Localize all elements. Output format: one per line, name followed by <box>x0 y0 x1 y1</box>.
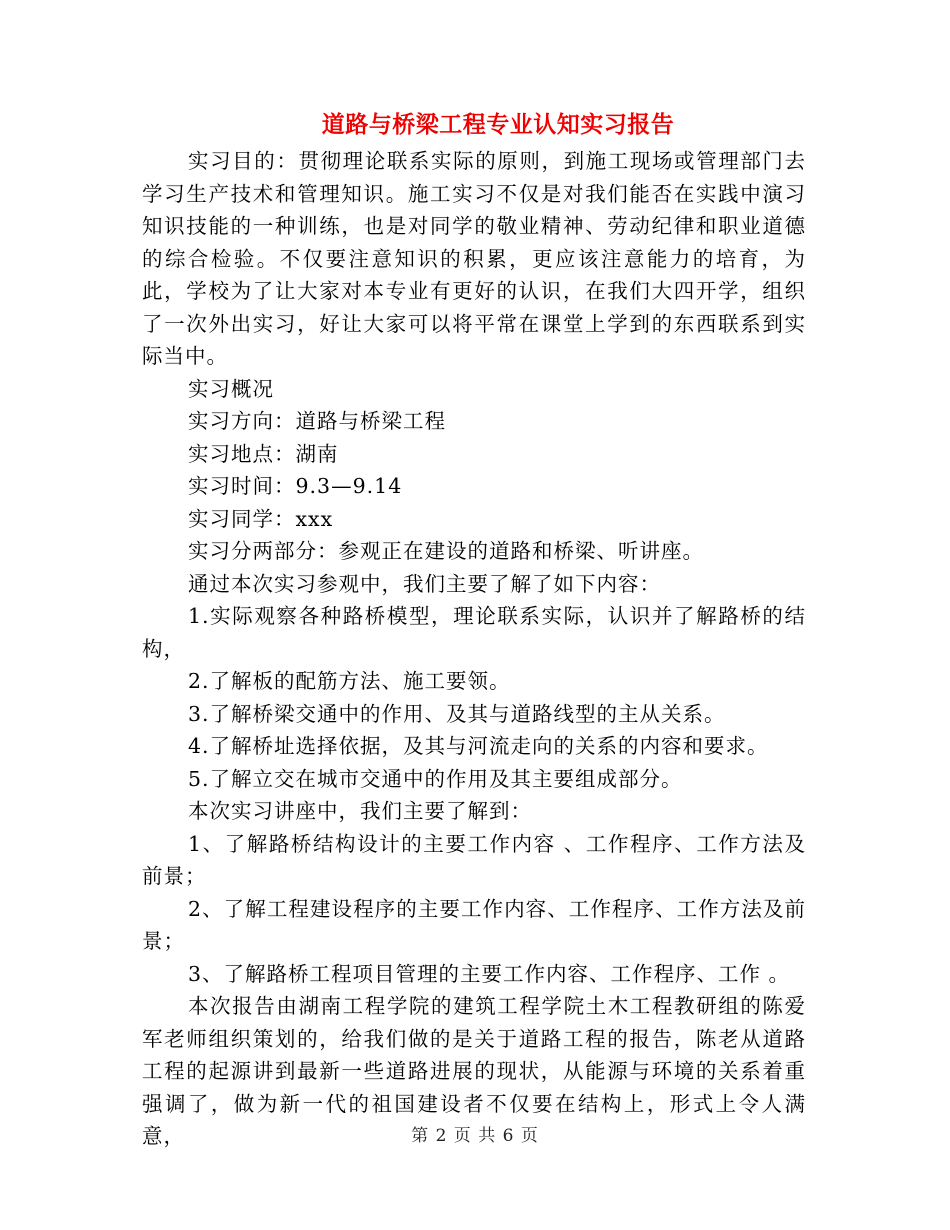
list-item-visit-1: 1.实际观察各种路桥模型，理论联系实际，认识并了解路桥的结构， <box>142 604 806 661</box>
list-item-visit-5: 5.了解立交在城市交通中的作用及其主要组成部分。 <box>188 766 683 791</box>
page-footer: 第 2 页 共 6 页 <box>411 1126 539 1146</box>
list-item-visit-4: 4.了解桥址选择依据，及其与河流走向的关系的内容和要求。 <box>188 734 769 758</box>
paragraph-visit-intro: 通过本次实习参观中，我们主要了解了如下内容： <box>188 571 661 596</box>
paragraph-report: 本次报告由湖南工程学院的建筑工程学院土木工程教研组的陈爱军老师组织策划的，给我们做的是关于道路工程的报告，陈老从道路工程的起源讲到最新一些道路进展的现状，从能源与环境的关系着重强调了，做为新一代的祖国建设者不仅要在结构上，形式上令人满意， <box>142 994 806 1148</box>
paragraph-overview-heading: 实习概况 <box>188 376 274 401</box>
paragraph-classmates: 实习同学：xxx <box>188 506 334 531</box>
paragraph-time: 实习时间：9.3—9.14 <box>188 474 403 498</box>
list-item-lecture-2: 2、了解工程建设程序的主要工作内容、工作程序、工作方法及前景； <box>142 896 806 953</box>
list-item-lecture-1: 1、了解路桥结构设计的主要工作内容 、工作程序、工作方法及前景； <box>142 831 806 888</box>
paragraph-location: 实习地点：湖南 <box>188 441 339 466</box>
paragraph-direction: 实习方向：道路与桥梁工程 <box>188 409 446 433</box>
document-body <box>142 145 806 1153</box>
list-item-visit-3: 3.了解桥梁交通中的作用、及其与道路线型的主从关系。 <box>188 701 726 726</box>
list-item-lecture-3: 3、了解路桥工程项目管理的主要工作内容、工作程序、工作 。 <box>188 961 791 986</box>
paragraph-two-parts: 实习分两部分：参观正在建设的道路和桥梁、听讲座。 <box>188 539 704 563</box>
paragraph-lecture-intro: 本次实习讲座中，我们主要了解到： <box>188 799 532 823</box>
list-item-visit-2: 2.了解板的配筋方法、施工要领。 <box>188 669 511 693</box>
document-title: 道路与桥梁工程专业认知实习报告 <box>321 112 675 138</box>
paragraph-purpose: 实习目的：贯彻理论联系实际的原则，到施工现场或管理部门去学习生产技术和管理知识。施工实习不仅是对我们能否在实践中演习知识技能的一种训练，也是对同学的敬业精神、劳动纪律和职业道德的综合检验。不仅要注意知识的积累，更应该注意能力的培育，为此，学校为了让大家对本专业有更好的认识，在我们大四开学，组织了一次外出实习，好让大家可以将平常在课堂上学到的东西联系到实际当中。 <box>142 149 806 368</box>
